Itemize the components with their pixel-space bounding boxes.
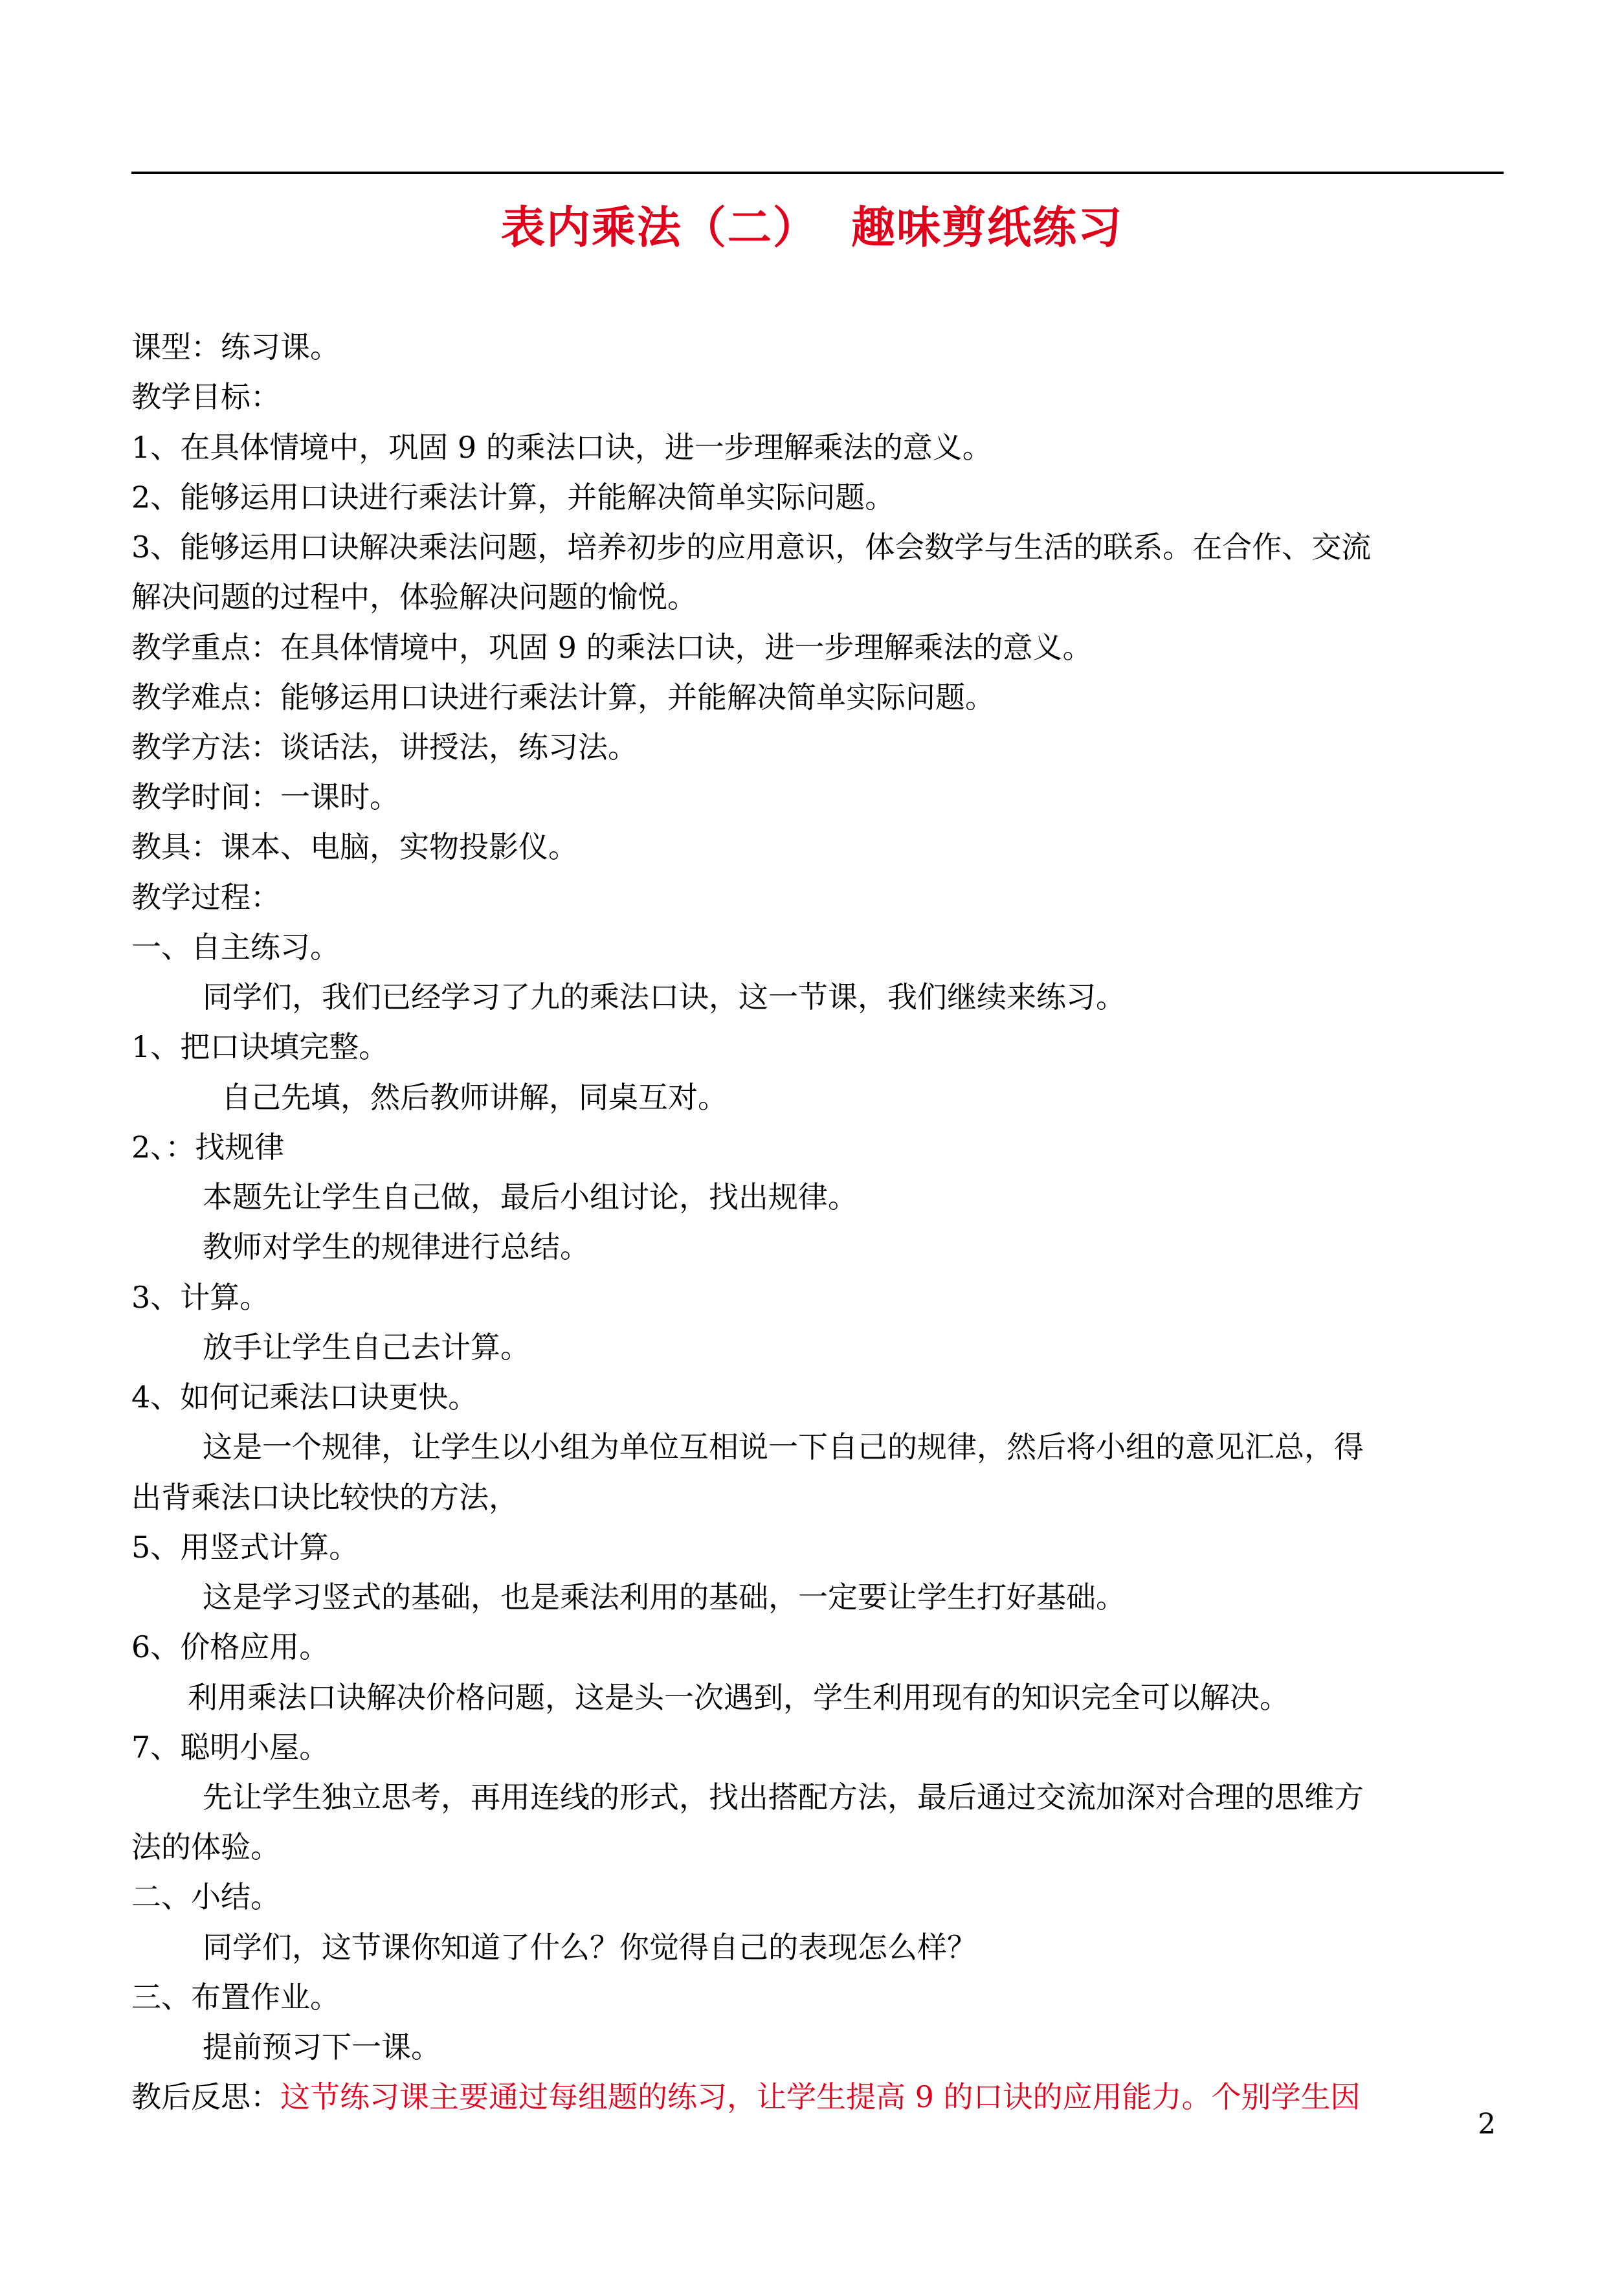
teaching-methods: 教学方法：谈话法，讲授法，练习法。 xyxy=(131,730,638,765)
section-1-intro: 同学们，我们已经学习了九的乘法口诀，这一节课，我们继续来练习。 xyxy=(203,979,1126,1014)
item-2-detail-1: 本题先让学生自己做，最后小组讨论，找出规律。 xyxy=(203,1180,858,1214)
reflection-text: 这节练习课主要通过每组题的练习，让学生提高 9 的口诀的应用能力。个别学生因 xyxy=(280,2079,1361,2114)
item-3: 3、计算。 xyxy=(131,1280,270,1315)
header-rule xyxy=(131,172,1504,174)
objective-2: 2、能够运用口诀进行乘法计算，并能解决简单实际问题。 xyxy=(131,480,895,515)
item-4-detail-cont: 出背乘法口诀比较快的方法， xyxy=(131,1480,518,1515)
item-1: 1、把口诀填完整。 xyxy=(131,1029,389,1064)
item-6: 6、价格应用。 xyxy=(131,1629,329,1664)
item-5-detail: 这是学习竖式的基础，也是乘法利用的基础，一定要让学生打好基础。 xyxy=(203,1580,1126,1615)
item-7-detail: 先让学生独立思考，再用连线的形式，找出搭配方法，最后通过交流加深对合理的思维方 xyxy=(203,1780,1364,1815)
item-4-detail: 这是一个规律，让学生以小组为单位互相说一下自己的规律，然后将小组的意见汇总，得 xyxy=(203,1429,1364,1464)
reflection-label: 教后反思： xyxy=(131,2079,280,2114)
document-title: 表内乘法（二） 趣味剪纸练习 xyxy=(500,203,1124,254)
objective-3: 3、能够运用口诀解决乘法问题，培养初步的应用意识，体会数学与生活的联系。在合作、交流 xyxy=(131,530,1372,565)
item-2-detail-2: 教师对学生的规律进行总结。 xyxy=(203,1229,590,1264)
item-7-detail-cont: 法的体验。 xyxy=(131,1829,280,1864)
reflection-line xyxy=(131,2079,1361,2114)
item-4: 4、如何记乘法口诀更快。 xyxy=(131,1380,478,1415)
section-3-detail: 提前预习下一课。 xyxy=(203,2030,441,2064)
lesson-type: 课型：练习课。 xyxy=(131,330,340,364)
teaching-aids: 教具：课本、电脑，实物投影仪。 xyxy=(131,829,578,864)
section-3-heading: 三、布置作业。 xyxy=(131,1980,340,2015)
section-2-detail: 同学们，这节课你知道了什么？你觉得自己的表现怎么样？ xyxy=(203,1930,977,1965)
item-2: 2、：找规律 xyxy=(131,1130,285,1165)
objective-3-cont: 解决问题的过程中，体验解决问题的愉悦。 xyxy=(131,579,697,614)
item-7: 7、聪明小屋。 xyxy=(131,1730,329,1765)
section-2-heading: 二、小结。 xyxy=(131,1879,280,1914)
teaching-time: 教学时间：一课时。 xyxy=(131,779,399,814)
item-5: 5、用竖式计算。 xyxy=(131,1530,359,1565)
objectives-heading: 教学目标： xyxy=(131,379,280,414)
item-6-detail: 利用乘法口诀解决价格问题，这是头一次遇到，学生利用现有的知识完全可以解决。 xyxy=(188,1680,1289,1715)
item-3-detail: 放手让学生自己去计算。 xyxy=(203,1330,530,1365)
difficult-points: 教学难点：能够运用口诀进行乘法计算，并能解决简单实际问题。 xyxy=(131,680,995,715)
page-number: 2 xyxy=(1478,2108,1496,2141)
process-heading: 教学过程： xyxy=(131,880,280,915)
item-1-detail: 自己先填，然后教师讲解，同桌互对。 xyxy=(221,1080,728,1115)
key-points: 教学重点：在具体情境中，巩固 9 的乘法口诀，进一步理解乘法的意义。 xyxy=(131,630,1093,665)
objective-1: 1、在具体情境中，巩固 9 的乘法口诀，进一步理解乘法的意义。 xyxy=(131,430,992,465)
section-1-heading: 一、自主练习。 xyxy=(131,930,340,965)
